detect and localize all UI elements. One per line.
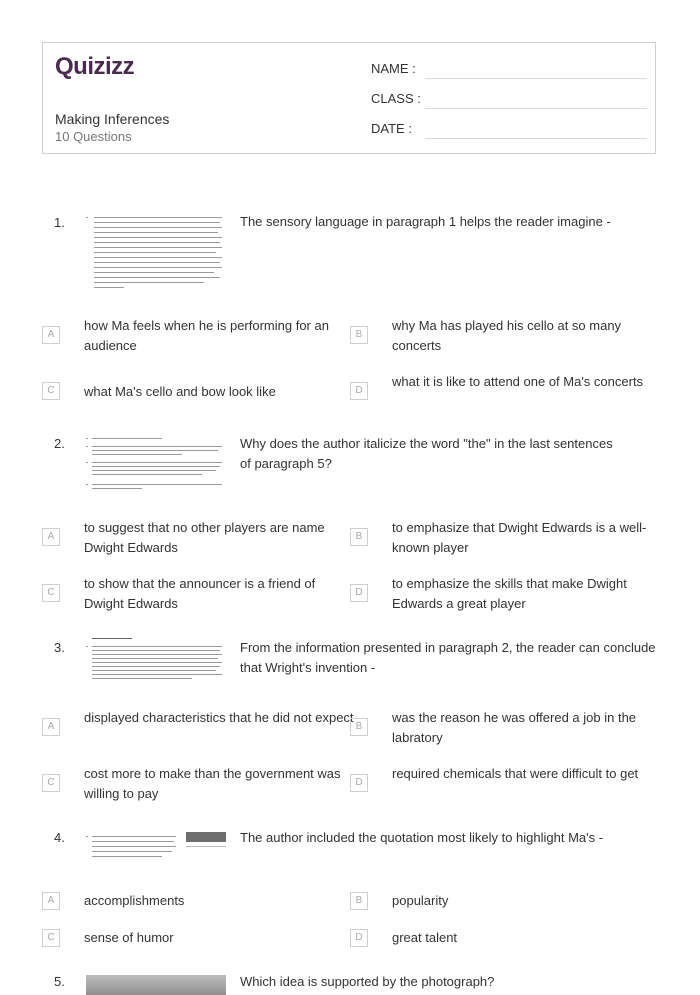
- question-text: From the information presented in paragraph 2, the reader can conclude that Wright's invention -: [240, 640, 656, 675]
- photograph-thumbnail: [86, 975, 226, 995]
- answer-text: what it is like to attend one of Ma's concerts: [392, 374, 644, 389]
- quizizz-logo: Quizizz: [55, 53, 135, 80]
- answer-text: to emphasize that Dwight Edwards is a well-known player: [392, 520, 647, 555]
- question-text: The author included the quotation most likely to highlight Ma's -: [240, 830, 604, 845]
- answer-option-b[interactable]: B: [350, 892, 368, 910]
- question-number: 2.: [54, 436, 65, 451]
- class-line: [425, 108, 647, 109]
- answer-text: what Ma's cello and bow look like: [84, 384, 276, 399]
- passage-thumbnail: [86, 436, 226, 498]
- answer-option-b[interactable]: B: [350, 326, 368, 344]
- date-line: [425, 138, 647, 139]
- answer-text: to show that the announcer is a friend of Dwight Edwards: [84, 576, 316, 611]
- answer-option-c[interactable]: C: [42, 929, 60, 947]
- answer-text: why Ma has played his cello at so many concerts: [392, 318, 622, 353]
- answer-text: displayed characteristics that he did not expect: [84, 710, 354, 725]
- answer-text: required chemicals that were difficult to get: [392, 766, 639, 781]
- passage-thumbnail: [86, 215, 226, 291]
- answer-option-b[interactable]: B: [350, 528, 368, 546]
- worksheet-header: [42, 42, 656, 154]
- name-label: NAME :: [371, 61, 416, 76]
- question-number: 4.: [54, 830, 65, 845]
- name-line: [425, 78, 647, 79]
- question-count: 10 Questions: [55, 129, 132, 144]
- answer-option-c[interactable]: C: [42, 774, 60, 792]
- answer-option-c[interactable]: C: [42, 584, 60, 602]
- answer-text: great talent: [392, 930, 458, 945]
- answer-option-a[interactable]: A: [42, 892, 60, 910]
- passage-thumbnail: [86, 636, 226, 686]
- question-number: 5.: [54, 974, 65, 989]
- question-text: Why does the author italicize the word "the" in the last sentences of paragraph 5?: [240, 436, 613, 471]
- answer-text: cost more to make than the government was willing to pay: [84, 766, 341, 801]
- answer-text: was the reason he was offered a job in the labratory: [392, 710, 637, 745]
- question-number: 1.: [54, 215, 65, 230]
- answer-option-c[interactable]: C: [42, 382, 60, 400]
- question-number: 3.: [54, 640, 65, 655]
- answer-text: to emphasize the skills that make Dwight Edwards a great player: [392, 576, 627, 611]
- class-label: CLASS :: [371, 91, 421, 106]
- answer-text: sense of humor: [84, 930, 174, 945]
- answer-text: to suggest that no other players are name Dwight Edwards: [84, 520, 325, 555]
- date-label: DATE :: [371, 121, 412, 136]
- answer-option-a[interactable]: A: [42, 326, 60, 344]
- worksheet-title: Making Inferences: [55, 111, 170, 127]
- answer-text: popularity: [392, 893, 449, 908]
- answer-text: accomplishments: [84, 893, 185, 908]
- answer-text: how Ma feels when he is performing for an audience: [84, 318, 329, 353]
- question-text: Which idea is supported by the photograph?: [240, 974, 495, 989]
- answer-option-d[interactable]: D: [350, 584, 368, 602]
- image-thumbnail: [186, 832, 226, 842]
- question-text: The sensory language in paragraph 1 helps the reader imagine -: [240, 214, 611, 229]
- answer-option-a[interactable]: A: [42, 718, 60, 736]
- answer-option-d[interactable]: D: [350, 929, 368, 947]
- answer-option-d[interactable]: D: [350, 382, 368, 400]
- answer-option-d[interactable]: D: [350, 774, 368, 792]
- answer-option-b[interactable]: B: [350, 718, 368, 736]
- passage-thumbnail: [86, 832, 226, 860]
- answer-option-a[interactable]: A: [42, 528, 60, 546]
